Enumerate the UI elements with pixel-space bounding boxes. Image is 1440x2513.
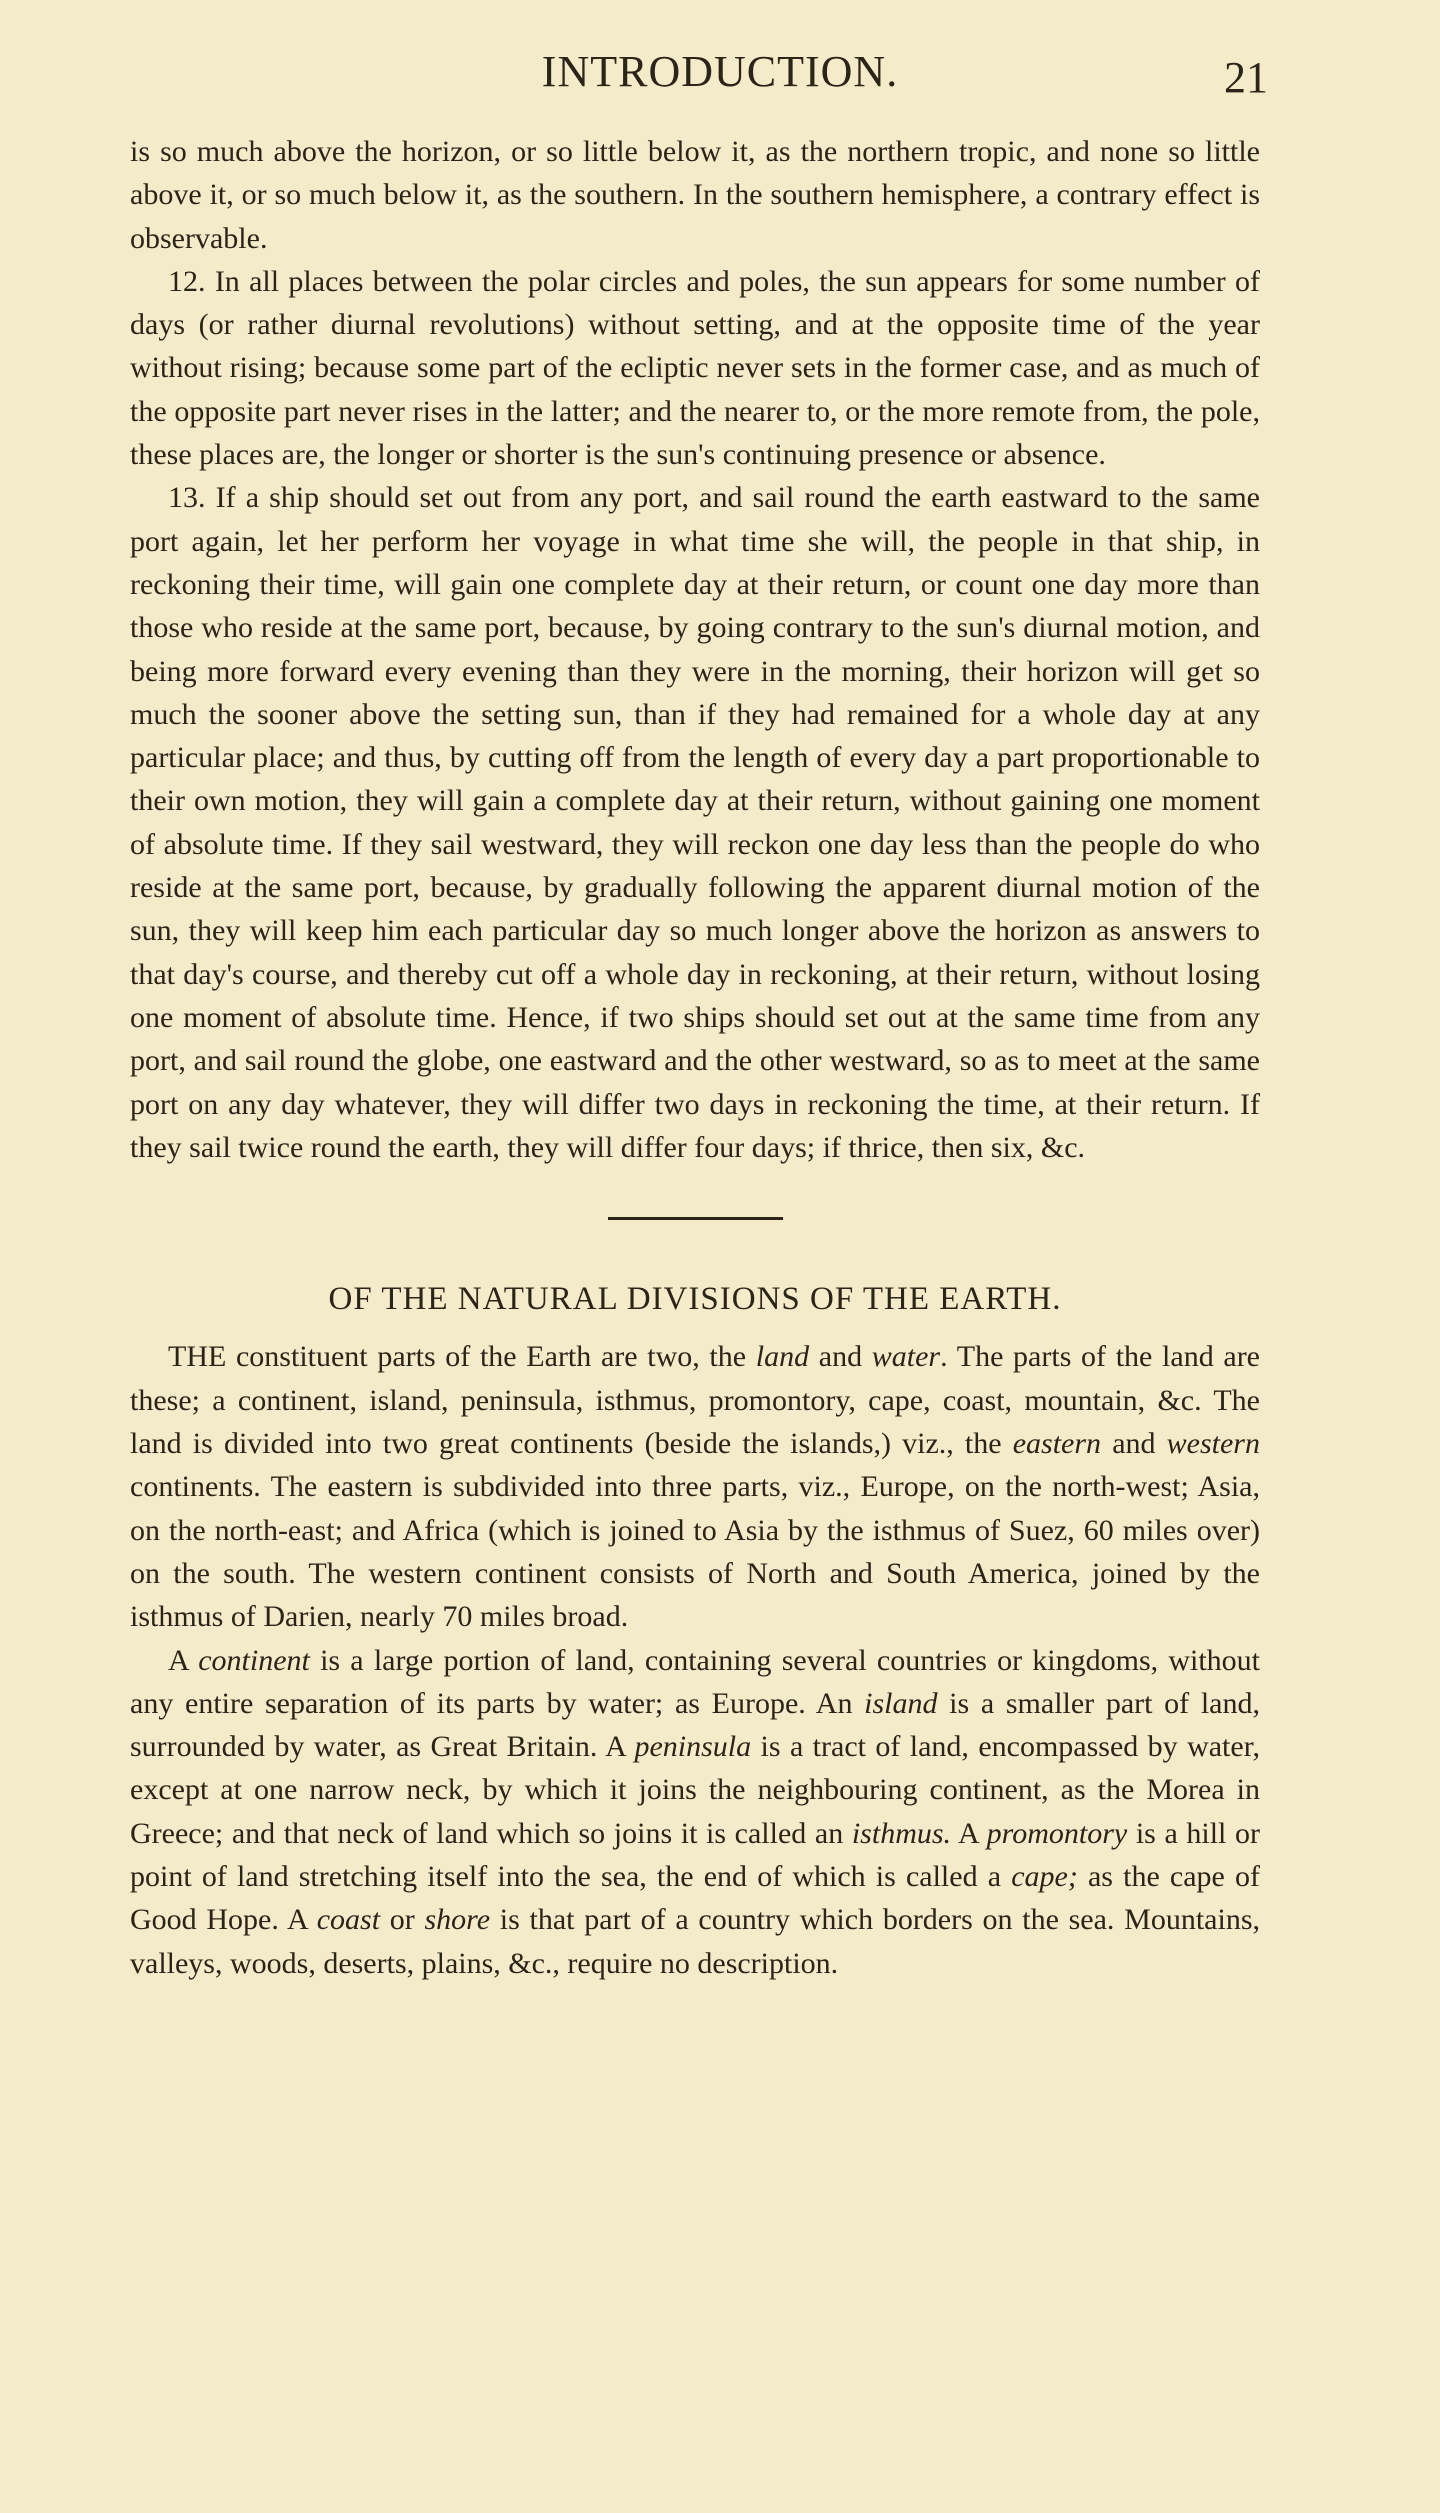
term-shore: shore [424,1903,491,1937]
term-island: island [864,1686,938,1720]
term-peninsula: peninsula [634,1730,752,1764]
paragraph-13: 13. If a ship should set out from any port, and sail round the earth eastward to the same port again, let her perform her voyage in what time she will, the people in that ship, in reckoning their time, will gain one complete day at their return, or count one day more than those who reside at the same port, because, by going contrary to the sun's diurnal motion, and being more forward every evening than they were in the morning, their horizon will get so much the sooner above the setting sun, than if they had remained for a whole day at any particular place; and thus, by cutting off from the length of every day a part proportionable to their own motion, they will gain a complete day at their return, without gaining one moment of absolute time. If they sail westward, they will reckon one day less than the people do who reside at the same port, because, by gradually following the apparent diurnal motion of the sun, they will keep him each particular day so much longer above the horizon as answers to that day's course, and thereby cut off a whole day in reckoning, at their return, without losing one moment of absolute time. Hence, if two ships should set out at the same time from any port, and sail round the globe, one eastward and the other westward, so as to meet at the same port on any day whatever, they will differ two days in reckoning the time, at their return. If they sail twice round the earth, they will differ four days; if thrice, then six, &c. [130,481,1260,1164]
section-divider [608,1217,783,1220]
term-coast: coast [316,1903,381,1937]
running-head [0,46,1440,106]
term-land: land [755,1340,810,1374]
term-promontory: promontory [986,1816,1128,1850]
page-number: 21 [1224,53,1268,102]
section-heading: OF THE NATURAL DIVISIONS OF THE EARTH. [328,1281,1062,1318]
term-water: water [871,1340,941,1374]
divisions-paragraph-2: A continent is a large portion of land, containing several countries or kingdoms, without any entire separation of its parts by water; as Europe. An island is a smaller part of land, surrounded by water, as Great Britain. A peninsula is a tract of land, encompassed by water, except at one narrow neck, by which it joins the neighbouring continent, as the Morea in Greece; and that neck of land which so joins it is called an isthmus. A promontory is a hill or point of land stretching itself into the sea, the end of which is called a cape; as the cape of Good Hope. A coast or shore is that part of a country which borders on the sea. Mountains, valleys, woods, deserts, plains, &c., require no description. [130,1643,1261,1980]
divisions-paragraph-1: THE constituent parts of the Earth are two, the land and water. The parts of the land are these; a continent, island, peninsula, isthmus, promontory, cape, coast, mountain, &c. The land is divided into two great continents (beside the islands,) viz., the eastern and western continents. The eastern is subdivided into three parts, viz., Europe, on the north-west; Asia, on the north-east; and Africa (which is joined to Asia by the isthmus of Suez, 60 miles over) on the south. The western continent consists of North and South America, joined by the isthmus of Darien, nearly 70 miles broad. [130,1340,1260,1634]
term-western: western [1166,1427,1260,1461]
body-text [130,130,1260,1985]
paragraph-12: 12. In all places between the polar circles and poles, the sun appears for some number of days (or rather diurnal revolutions) without setting, and at the opposite time of the year without rising; because some part of the ecliptic never sets in the former case, and as much of the opposite part never rises in the latter; and the nearer to, or the more remote from, the pole, these places are, the longer or shorter is the sun's continuing presence or absence. [130,264,1260,472]
term-eastern: eastern [1012,1427,1102,1461]
running-title: INTRODUCTION. [541,47,899,96]
term-continent: continent [198,1643,310,1677]
term-cape: cape; [1011,1859,1078,1893]
term-isthmus: isthmus. [851,1816,952,1850]
carryover-paragraph: is so much above the horizon, or so little below it, as the northern tropic, and none so little above it, or so much below it, as the southern. In the southern hemisphere, a contrary effect is observable. [130,135,1260,255]
